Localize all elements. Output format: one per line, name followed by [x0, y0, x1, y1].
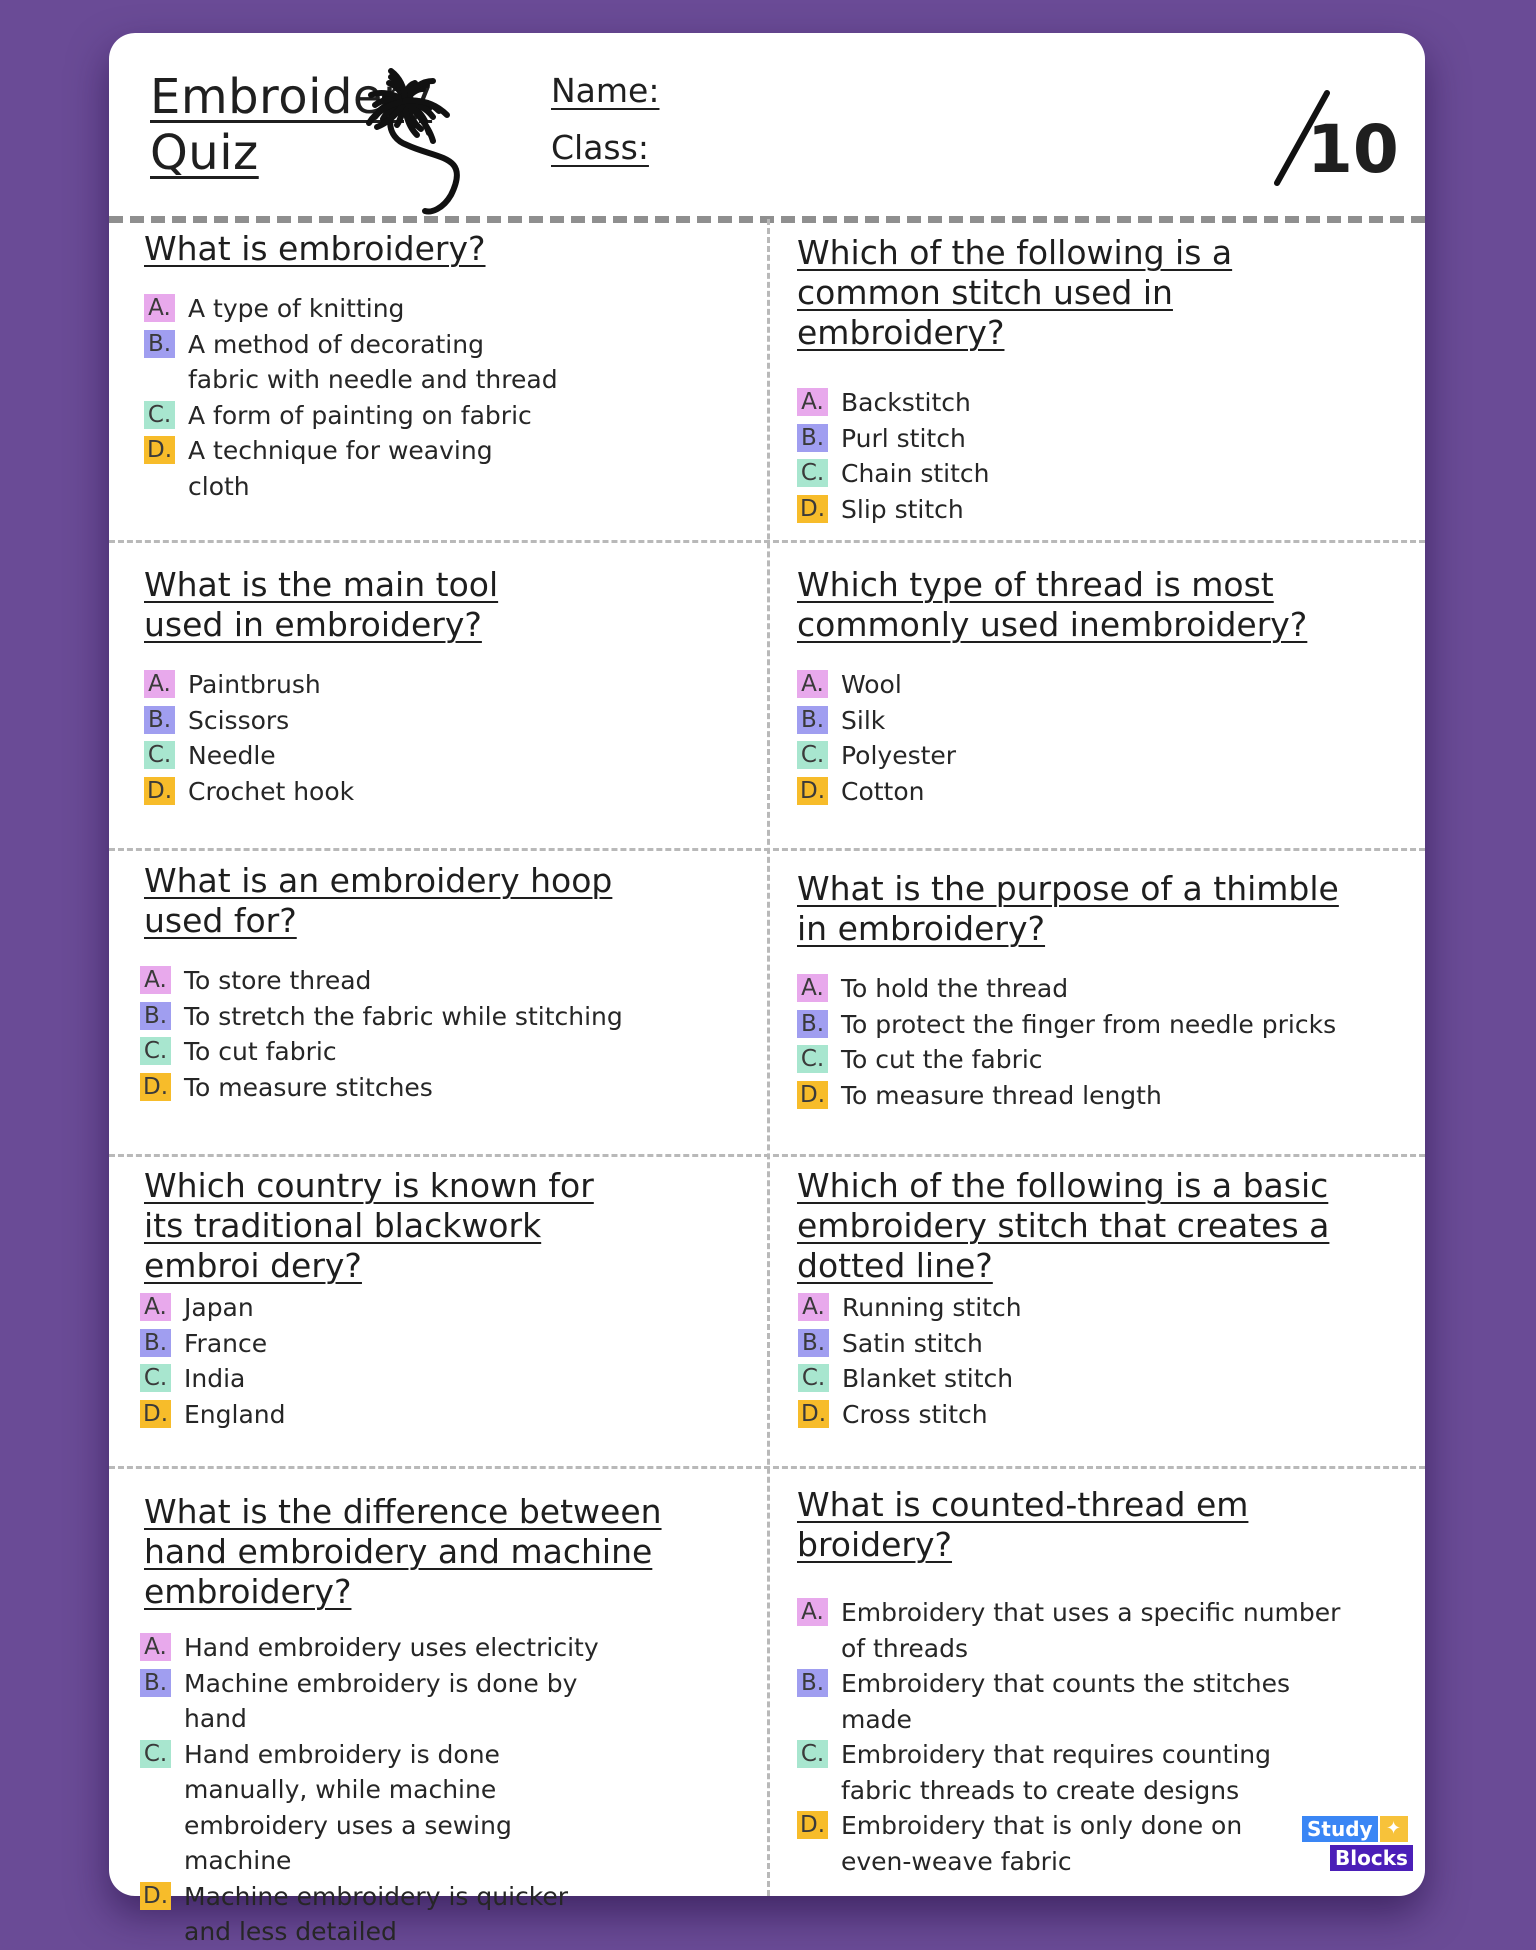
- answer-option-b[interactable]: [144, 703, 704, 739]
- option-text: A technique for weaving cloth: [188, 436, 493, 501]
- option-letter-a: A.: [140, 966, 171, 994]
- option-text: Running stitch: [842, 1293, 1022, 1322]
- answer-option-c[interactable]: [797, 738, 1377, 774]
- option-letter-d: D.: [140, 1073, 171, 1101]
- question-4: [797, 565, 1377, 809]
- quiz-header: [109, 33, 1425, 218]
- option-text: Paintbrush: [188, 670, 321, 699]
- option-text: Backstitch: [841, 388, 971, 417]
- option-text: Silk: [841, 705, 886, 735]
- option-letter-a: A.: [140, 1293, 171, 1321]
- option-text: To store thread: [184, 966, 372, 995]
- score-total: 10: [1307, 111, 1399, 188]
- option-text: India: [184, 1364, 246, 1393]
- option-text: Cotton: [841, 776, 925, 806]
- option-letter-d: D.: [140, 1400, 171, 1428]
- answer-option-b[interactable]: [140, 1326, 724, 1362]
- column-divider: [767, 219, 770, 1896]
- option-text: Japan: [184, 1293, 254, 1322]
- answer-option-a[interactable]: [140, 963, 724, 999]
- option-text: Chain stitch: [841, 459, 990, 488]
- row-divider: [109, 848, 1425, 851]
- question-3: [144, 565, 704, 809]
- answer-options: [798, 1290, 1387, 1432]
- option-text: A form of painting on fabric: [188, 400, 532, 430]
- option-letter-b: B.: [797, 706, 828, 734]
- quiz-title-line2: Quiz: [150, 125, 259, 181]
- answer-option-b[interactable]: [797, 421, 1377, 457]
- question-9: [144, 1492, 744, 1950]
- logo-study-text: Study: [1302, 1816, 1378, 1842]
- option-text: Polyester: [841, 741, 957, 770]
- quiz-title-line1: Embroidery: [150, 69, 433, 125]
- answer-option-d[interactable]: [140, 1879, 744, 1950]
- option-text: Blanket stitch: [842, 1364, 1014, 1393]
- option-letter-d: D.: [797, 1081, 828, 1109]
- answer-option-a[interactable]: [144, 291, 704, 327]
- question-text: What is the main tool used in embroidery?: [144, 565, 499, 644]
- option-text: Slip stitch: [841, 494, 964, 524]
- answer-option-d[interactable]: [144, 433, 704, 504]
- option-letter-d: D.: [144, 436, 175, 464]
- answer-option-d[interactable]: [140, 1070, 724, 1106]
- option-text: Hand embroidery uses electricity: [184, 1633, 599, 1662]
- option-letter-b: B.: [140, 1002, 171, 1030]
- answer-option-a[interactable]: [797, 1595, 1387, 1666]
- answer-option-d[interactable]: [797, 492, 1377, 528]
- option-letter-d: D.: [797, 495, 828, 523]
- answer-option-a[interactable]: [797, 385, 1377, 421]
- logo-blocks-text: Blocks: [1330, 1845, 1413, 1871]
- option-letter-d: D.: [797, 777, 828, 805]
- answer-option-b[interactable]: [140, 999, 724, 1035]
- question-text: What is an embroidery hoop used for?: [144, 861, 613, 940]
- row-divider: [109, 1154, 1425, 1157]
- option-text: To stretch the fabric while stitching: [184, 1001, 623, 1031]
- question-2: [797, 233, 1377, 527]
- answer-options: [797, 385, 1377, 527]
- answer-options: [140, 1630, 744, 1950]
- answer-option-d[interactable]: [140, 1397, 724, 1433]
- option-letter-a: A.: [144, 294, 175, 322]
- option-text: England: [184, 1399, 286, 1429]
- question-1: [144, 229, 704, 504]
- answer-option-a[interactable]: [140, 1290, 724, 1326]
- option-letter-d: D.: [144, 777, 175, 805]
- option-letter-a: A.: [144, 670, 175, 698]
- option-letter-c: C.: [144, 401, 175, 429]
- answer-option-a[interactable]: [797, 667, 1377, 703]
- option-text: Embroidery that counts the stitches made: [841, 1669, 1291, 1734]
- option-text: To protect the finger from needle pricks: [841, 1009, 1337, 1039]
- option-letter-b: B.: [797, 424, 828, 452]
- answer-option-a[interactable]: [144, 667, 704, 703]
- option-letter-d: D.: [797, 1811, 828, 1839]
- sparkle-icon: ✦: [1380, 1816, 1408, 1842]
- answer-options: [140, 963, 724, 1105]
- option-letter-c: C.: [798, 1364, 829, 1392]
- option-letter-b: B.: [797, 1669, 828, 1697]
- question-text: What is counted-thread em broidery?: [797, 1485, 1249, 1564]
- option-text: Purl stitch: [841, 423, 966, 453]
- answer-option-c[interactable]: [797, 456, 1377, 492]
- answer-option-d[interactable]: [797, 1078, 1387, 1114]
- study-blocks-logo: [1294, 1816, 1409, 1874]
- option-letter-b: B.: [140, 1669, 171, 1697]
- question-text: What is the difference between hand embroidery and machine embroidery?: [144, 1492, 662, 1611]
- option-text: Embroidery that uses a specific number of threads: [841, 1598, 1341, 1663]
- option-letter-a: A.: [798, 1293, 829, 1321]
- answer-option-d[interactable]: [797, 774, 1377, 810]
- row-divider: [109, 1466, 1425, 1469]
- option-text: To cut the fabric: [841, 1045, 1043, 1074]
- option-letter-a: A.: [797, 388, 828, 416]
- option-text: Scissors: [188, 705, 290, 735]
- question-text: What is the purpose of a thimble in embroidery?: [797, 869, 1339, 948]
- answer-options: [140, 1290, 724, 1432]
- answer-option-d[interactable]: [798, 1397, 1387, 1433]
- option-letter-c: C.: [140, 1740, 171, 1768]
- option-text: Embroidery that is only done on even-weave fabric: [841, 1811, 1243, 1876]
- answer-option-a[interactable]: [797, 971, 1387, 1007]
- option-letter-b: B.: [140, 1329, 171, 1357]
- option-letter-b: B.: [797, 1010, 828, 1038]
- question-text: Which of the following is a basic embroidery stitch that creates a dotted line?: [797, 1166, 1330, 1285]
- class-field-label: Class:: [551, 128, 649, 167]
- option-text: Satin stitch: [842, 1328, 983, 1358]
- option-text: Crochet hook: [188, 776, 355, 806]
- question-text: What is embroidery?: [144, 229, 486, 268]
- option-letter-d: D.: [798, 1400, 829, 1428]
- option-letter-c: C.: [797, 1045, 828, 1073]
- question-7: [144, 1166, 724, 1432]
- answer-options: [144, 667, 704, 809]
- answer-options: [144, 291, 704, 504]
- answer-option-d[interactable]: [144, 774, 704, 810]
- answer-option-a[interactable]: [798, 1290, 1387, 1326]
- row-divider: [109, 540, 1425, 543]
- answer-options: [797, 971, 1387, 1113]
- answer-option-b[interactable]: [797, 1666, 1387, 1737]
- question-8: [797, 1166, 1387, 1432]
- option-text: To measure thread length: [841, 1080, 1162, 1110]
- answer-option-c[interactable]: [144, 738, 704, 774]
- option-text: France: [184, 1328, 268, 1358]
- question-6: [797, 869, 1387, 1113]
- option-text: Needle: [188, 741, 276, 770]
- option-letter-c: C.: [140, 1364, 171, 1392]
- option-text: A type of knitting: [188, 294, 405, 323]
- option-letter-a: A.: [140, 1633, 171, 1661]
- option-text: To cut fabric: [184, 1037, 337, 1066]
- option-letter-a: A.: [797, 974, 828, 1002]
- option-letter-b: B.: [144, 330, 175, 358]
- option-text: To measure stitches: [184, 1072, 433, 1102]
- answer-option-c[interactable]: [797, 1737, 1387, 1808]
- answer-option-b[interactable]: [140, 1666, 744, 1737]
- option-letter-d: D.: [140, 1882, 171, 1910]
- option-letter-a: A.: [797, 1598, 828, 1626]
- option-text: Machine embroidery is quicker and less detailed: [184, 1881, 569, 1946]
- option-text: Embroidery that requires counting fabric threads to create designs: [841, 1740, 1272, 1805]
- answer-option-c[interactable]: [798, 1361, 1387, 1397]
- answer-option-c[interactable]: [144, 398, 704, 434]
- name-field-label: Name:: [551, 71, 660, 110]
- answer-option-c[interactable]: [140, 1737, 744, 1879]
- question-text: Which country is known for its traditional blackwork embroi dery?: [144, 1166, 594, 1285]
- answer-option-b[interactable]: [797, 703, 1377, 739]
- option-letter-c: C.: [140, 1037, 171, 1065]
- option-letter-c: C.: [797, 1740, 828, 1768]
- answer-options: [797, 667, 1377, 809]
- quiz-sheet: [109, 33, 1425, 1946]
- answer-option-a[interactable]: [140, 1630, 744, 1666]
- answer-option-c[interactable]: [140, 1034, 724, 1070]
- answer-option-c[interactable]: [797, 1042, 1387, 1078]
- answer-option-c[interactable]: [140, 1361, 724, 1397]
- question-5: [144, 861, 724, 1105]
- option-text: Hand embroidery is done manually, while machine embroidery uses a sewing machine: [184, 1739, 512, 1875]
- question-text: Which type of thread is most commonly used inembroidery?: [797, 565, 1308, 644]
- option-letter-a: A.: [797, 670, 828, 698]
- option-letter-c: C.: [797, 741, 828, 769]
- option-text: A method of decorating fabric with needle and thread: [188, 329, 558, 394]
- question-text: Which of the following is a common stitch used in embroidery?: [797, 233, 1233, 352]
- option-text: Wool: [841, 670, 902, 699]
- answer-option-b[interactable]: [144, 327, 704, 398]
- option-letter-b: B.: [798, 1329, 829, 1357]
- answer-option-b[interactable]: [798, 1326, 1387, 1362]
- option-letter-c: C.: [144, 741, 175, 769]
- option-text: Machine embroidery is done by hand: [184, 1668, 578, 1733]
- option-letter-c: C.: [797, 459, 828, 487]
- option-text: Cross stitch: [842, 1399, 988, 1429]
- answer-option-b[interactable]: [797, 1007, 1387, 1043]
- option-text: To hold the thread: [841, 974, 1069, 1003]
- option-letter-b: B.: [144, 706, 175, 734]
